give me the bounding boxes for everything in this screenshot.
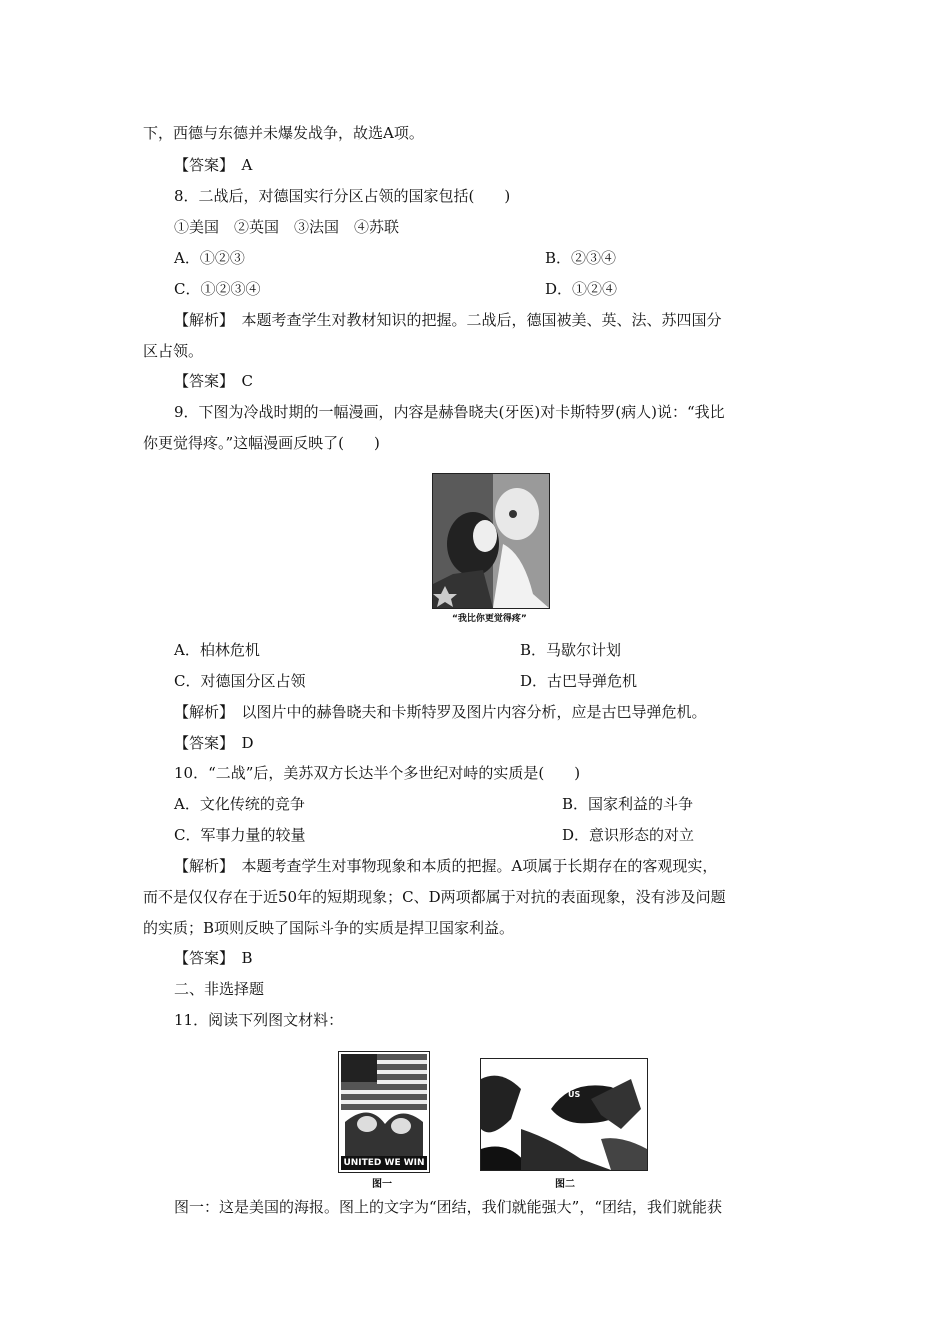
answer-10: 【答案】 B bbox=[174, 949, 253, 967]
question-10: 10．“二战”后，美苏双方长达半个多世纪对峙的实质是( ) bbox=[174, 764, 581, 782]
figure-1-slogan: UNITED WE WIN bbox=[343, 1158, 425, 1168]
figure-2-caption: 图二 bbox=[555, 1179, 575, 1190]
option-b: B．②③④ bbox=[545, 249, 617, 267]
explanation-9: 【解析】 以图片中的赫鲁晓夫和卡斯特罗及图片内容分析，应是古巴导弹危机。 bbox=[174, 703, 707, 721]
option-d: D．古巴导弹危机 bbox=[520, 672, 638, 690]
option-b: B．国家利益的斗争 bbox=[562, 795, 694, 813]
option-a: A．柏林危机 bbox=[174, 641, 260, 659]
option-a: A．①②③ bbox=[174, 249, 245, 267]
question-8: 8．二战后，对德国实行分区占领的国家包括( ) bbox=[174, 187, 511, 205]
cartoon-illustration bbox=[433, 474, 549, 608]
text-line: 图一：这是美国的海报。图上的文字为“团结，我们就能强大”，“团结，我们就能获 bbox=[174, 1198, 723, 1216]
option-b: B．马歇尔计划 bbox=[520, 641, 622, 659]
explanation-8-line-1: 【解析】 本题考查学生对教材知识的把握。二战后，德国被美、英、法、苏四国分 bbox=[174, 311, 722, 329]
question-9-line-2: 你更觉得疼。”这幅漫画反映了( ) bbox=[143, 434, 380, 452]
section-heading: 二、非选择题 bbox=[174, 980, 265, 998]
question-11: 11．阅读下列图文材料： bbox=[174, 1011, 344, 1029]
option-a: A．文化传统的竞争 bbox=[174, 795, 305, 813]
question-9-line-1: 9．下图为冷战时期的一幅漫画，内容是赫鲁晓夫(牙医)对卡斯特罗(病人)说：“我比 bbox=[174, 403, 725, 421]
option-c: C．对德国分区占领 bbox=[174, 672, 306, 690]
explanation-8-line-2: 区占领。 bbox=[143, 342, 204, 360]
option-d: D．意识形态的对立 bbox=[562, 826, 695, 844]
question-8-items: ①美国 ②英国 ③法国 ④苏联 bbox=[174, 218, 400, 236]
answer-7: 【答案】 A bbox=[174, 156, 253, 174]
figure-1-caption: 图一 bbox=[372, 1179, 392, 1190]
answer-9: 【答案】 D bbox=[174, 734, 254, 752]
option-d: D．①②④ bbox=[545, 280, 618, 298]
option-c: C．军事力量的较量 bbox=[174, 826, 306, 844]
figure-2-image bbox=[480, 1058, 648, 1171]
explanation-10-line-3: 的实质；B项则反映了国际斗争的实质是捍卫国家利益。 bbox=[143, 919, 515, 937]
text-line: 下，西德与东德并未爆发战争，故选A项。 bbox=[143, 124, 424, 142]
explanation-10-line-2: 而不是仅仅存在于近50年的短期现象；C、D两项都属于对抗的表面现象，没有涉及问题 bbox=[143, 888, 726, 906]
cartoon-caption: “我比你更觉得疼” bbox=[452, 614, 527, 624]
figure-2-label: US bbox=[568, 1090, 581, 1099]
figure-1-illustration bbox=[339, 1052, 429, 1172]
answer-8: 【答案】 C bbox=[174, 372, 253, 390]
figure-2-illustration bbox=[481, 1059, 647, 1170]
option-c: C．①②③④ bbox=[174, 280, 261, 298]
explanation-10-line-1: 【解析】 本题考查学生对事物现象和本质的把握。A项属于长期存在的客观现实， bbox=[174, 857, 718, 875]
cartoon-image bbox=[432, 473, 550, 609]
figure-1-image bbox=[338, 1051, 430, 1173]
